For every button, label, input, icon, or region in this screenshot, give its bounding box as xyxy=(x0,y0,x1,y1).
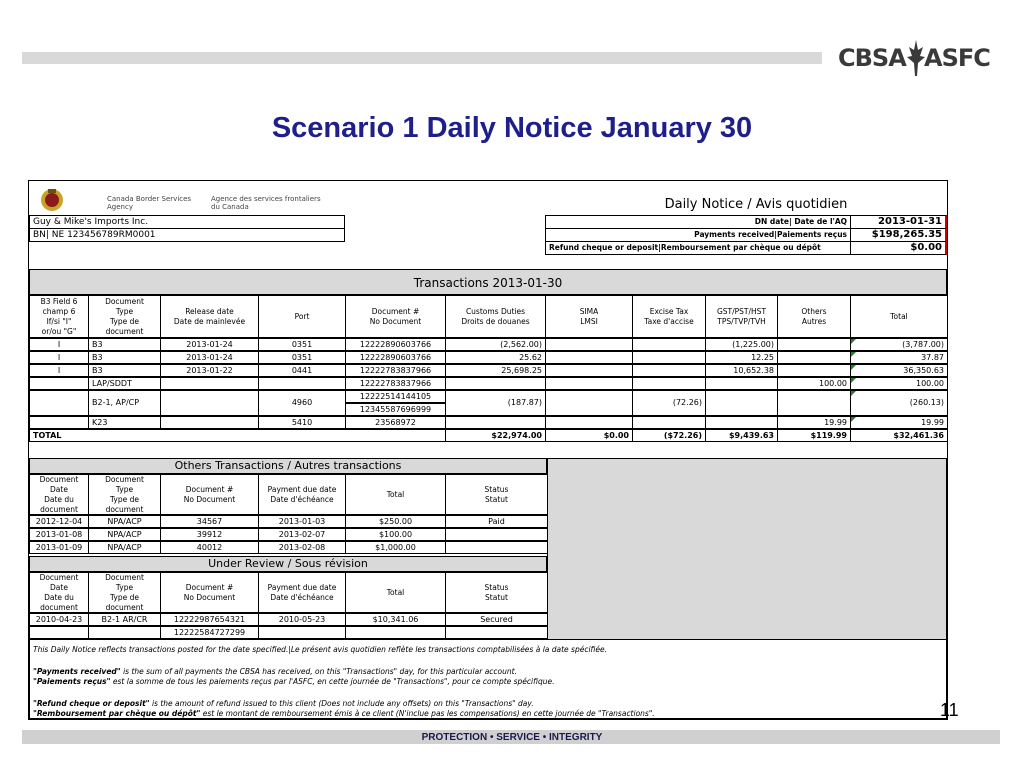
others-cell: 2013-02-07 xyxy=(258,528,346,541)
tx-cell: (72.26) xyxy=(632,390,706,416)
tx-cell xyxy=(545,338,633,351)
tx-cell xyxy=(777,338,851,351)
others-cell: $100.00 xyxy=(345,528,446,541)
tx-cell: 2013-01-22 xyxy=(160,364,259,377)
footer-term-refund-fr: "Remboursement par chèque ou dépôt" xyxy=(33,709,201,718)
tx-total-cell: ($72.26) xyxy=(632,429,706,442)
tx-header-1: Document Type Type de document xyxy=(88,295,161,338)
footer-term-payments-en: "Payments received" xyxy=(33,667,121,676)
review-cell xyxy=(345,626,446,639)
others-cell xyxy=(445,528,548,541)
footer-payments-fr xyxy=(33,677,943,686)
tx-header-6: SIMA LMSI xyxy=(545,295,633,338)
footer-refund-fr xyxy=(33,709,943,718)
review-header-4: Total xyxy=(345,572,446,613)
tx-cell xyxy=(160,390,259,416)
tx-cell: B3 xyxy=(88,338,161,351)
others-header-1: Document Type Type de document xyxy=(88,474,161,515)
tx-cell: K23 xyxy=(88,416,161,429)
others-header-3: Payment due date Date d'échéance xyxy=(258,474,346,515)
tx-cell xyxy=(160,377,259,390)
tx-header-3: Port xyxy=(258,295,346,338)
tx-cell: (260.13) xyxy=(850,390,948,416)
tx-cell: (2,562.00) xyxy=(445,338,546,351)
review-cell xyxy=(29,626,89,639)
cell-marker-icon xyxy=(851,339,856,344)
others-cell: NPA/ACP xyxy=(88,541,161,554)
tx-cell xyxy=(160,416,259,429)
tx-cell xyxy=(777,351,851,364)
notice-title: Daily Notice / Avis quotidien xyxy=(664,197,848,212)
client-bn: BN| NE 123456789RM0001 xyxy=(29,228,345,242)
others-cell xyxy=(445,541,548,554)
tx-cell: 12222890603766 xyxy=(345,338,446,351)
tx-cell: I xyxy=(29,338,89,351)
tx-cell xyxy=(705,416,778,429)
footer-line1: This Daily Notice reflects transactions posted for the date specified.|Le présent avis quotidien reflète les transactions comptabilisées à la date spécifiée. xyxy=(33,645,608,654)
tx-cell xyxy=(777,364,851,377)
dn-date-value: 2013-01-31 xyxy=(850,215,947,229)
review-header-3: Payment due date Date d'échéance xyxy=(258,572,346,613)
tx-header-8: GST/PST/HST TPS/TVP/TVH xyxy=(705,295,778,338)
tx-cell: 12222890603766 xyxy=(345,351,446,364)
footer-text-payments-en: is the sum of all payments the CBSA has received, on this "Transactions" day, for this particular account. xyxy=(120,667,517,676)
others-cell: 2013-01-09 xyxy=(29,541,89,554)
tx-total-cell: $32,461.36 xyxy=(850,429,948,442)
cell-marker-icon xyxy=(851,378,856,383)
footer-text-refund-en: is the amount of refund issued to this client (Does not include any offsets) on this "Transactions" day. xyxy=(149,699,534,708)
others-header-2: Document # No Document xyxy=(160,474,259,515)
tx-header-2: Release date Date de mainlevée xyxy=(160,295,259,338)
tx-cell xyxy=(545,364,633,377)
tx-cell: 23568972 xyxy=(345,416,446,429)
others-title: Others Transactions / Autres transactions xyxy=(29,458,547,474)
tx-cell xyxy=(777,390,851,416)
tx-cell: 12345587696999 xyxy=(345,403,446,416)
others-cell: Paid xyxy=(445,515,548,528)
review-cell xyxy=(258,626,346,639)
tx-cell: 100.00 xyxy=(777,377,851,390)
transactions-title: Transactions 2013-01-30 xyxy=(29,269,947,295)
tx-cell: 2013-01-24 xyxy=(160,351,259,364)
tx-cell: 19.99 xyxy=(777,416,851,429)
others-cell: $250.00 xyxy=(345,515,446,528)
tx-cell: LAP/SDDT xyxy=(88,377,161,390)
cbsa-crest-icon xyxy=(37,187,67,213)
tx-cell: 0351 xyxy=(258,351,346,364)
others-cell: NPA/ACP xyxy=(88,528,161,541)
cell-marker-icon xyxy=(851,352,856,357)
tx-cell xyxy=(29,390,89,416)
tx-header-4: Document # No Document xyxy=(345,295,446,338)
tx-cell xyxy=(632,377,706,390)
tx-cell: 12.25 xyxy=(705,351,778,364)
others-cell: 2013-01-03 xyxy=(258,515,346,528)
review-header-1: Document Type Type de document xyxy=(88,572,161,613)
top-decorative-bar xyxy=(22,52,822,64)
review-cell: B2-1 AR/CR xyxy=(88,613,161,626)
tx-cell xyxy=(445,416,546,429)
cell-marker-icon xyxy=(851,391,856,396)
footer-text-refund-fr: est le montant de remboursement émis à ce client (N'inclue pas les compensations) en cette journée de "Transactions". xyxy=(200,709,655,718)
tx-cell: 100.00 xyxy=(850,377,948,390)
review-cell: Secured xyxy=(445,613,548,626)
footer-text-payments-fr: est la somme de tous les paiements reçus par l'ASFC, en cette journée de "Transactions", pour ce compte spécifique. xyxy=(110,677,555,686)
others-cell: 40012 xyxy=(160,541,259,554)
tx-cell: 12222783837966 xyxy=(345,364,446,377)
footer-refund-en xyxy=(33,699,943,708)
tx-cell: 12222783837966 xyxy=(345,377,446,390)
tx-cell: 12222514144105 xyxy=(345,390,446,403)
tx-cell: B3 xyxy=(88,364,161,377)
cell-marker-icon xyxy=(851,365,856,370)
tx-header-9: Others Autres xyxy=(777,295,851,338)
others-cell: $1,000.00 xyxy=(345,541,446,554)
right-gray-panel xyxy=(547,458,947,640)
tx-cell: B2-1, AP/CP xyxy=(88,390,161,416)
tx-cell: (3,787.00) xyxy=(850,338,948,351)
review-header-5: Status Statut xyxy=(445,572,548,613)
footer-term-payments-fr: "Paiements reçus" xyxy=(33,677,111,686)
payments-label: Payments received|Paiements reçus xyxy=(545,228,851,242)
refund-value: $0.00 xyxy=(850,241,947,255)
maple-leaf-icon xyxy=(906,38,926,78)
others-cell: 2012-12-04 xyxy=(29,515,89,528)
tx-cell xyxy=(632,416,706,429)
tx-cell: 25.62 xyxy=(445,351,546,364)
tx-cell: I xyxy=(29,364,89,377)
others-cell: 34567 xyxy=(160,515,259,528)
others-header-4: Total xyxy=(345,474,446,515)
review-cell: 12222584727299 xyxy=(160,626,259,639)
tx-cell xyxy=(258,377,346,390)
tx-cell: 0351 xyxy=(258,338,346,351)
tx-cell: B3 xyxy=(88,351,161,364)
tx-header-0: B3 Field 6 champ 6 If/si "I" or/ou "G" xyxy=(29,295,89,338)
tx-cell: 0441 xyxy=(258,364,346,377)
review-cell: 12222987654321 xyxy=(160,613,259,626)
tagline: PROTECTION • SERVICE • INTEGRITY xyxy=(421,732,603,743)
cell-marker-icon xyxy=(851,417,856,422)
tx-cell xyxy=(545,390,633,416)
tx-cell xyxy=(545,377,633,390)
tx-cell: 5410 xyxy=(258,416,346,429)
tx-header-7: Excise Tax Taxe d'accise xyxy=(632,295,706,338)
client-name: Guy & Mike's Imports Inc. xyxy=(29,215,345,229)
tx-header-10: Total xyxy=(850,295,948,338)
others-header-5: Status Statut xyxy=(445,474,548,515)
tx-cell xyxy=(545,416,633,429)
review-cell: 2010-04-23 xyxy=(29,613,89,626)
review-cell xyxy=(88,626,161,639)
tx-total-cell: $119.99 xyxy=(777,429,851,442)
tx-total-label: TOTAL xyxy=(29,429,446,442)
tx-cell: 36,350.63 xyxy=(850,364,948,377)
tx-cell: I xyxy=(29,351,89,364)
tx-cell: 19.99 xyxy=(850,416,948,429)
logo-word-right: ASFC xyxy=(924,44,990,72)
tx-cell xyxy=(632,338,706,351)
tx-total-cell: $22,974.00 xyxy=(445,429,546,442)
review-title: Under Review / Sous révision xyxy=(29,556,547,572)
tx-cell: (187.87) xyxy=(445,390,546,416)
tx-cell xyxy=(632,351,706,364)
others-cell: 2013-01-08 xyxy=(29,528,89,541)
tx-total-cell: $0.00 xyxy=(545,429,633,442)
tx-cell xyxy=(705,377,778,390)
dn-date-label: DN date| Date de l'AQ xyxy=(545,215,851,229)
tx-cell xyxy=(545,351,633,364)
tx-cell xyxy=(29,416,89,429)
others-cell: 39912 xyxy=(160,528,259,541)
tx-cell: 2013-01-24 xyxy=(160,338,259,351)
tx-cell xyxy=(445,377,546,390)
review-cell xyxy=(445,626,548,639)
tx-cell: 4960 xyxy=(258,390,346,416)
tx-cell xyxy=(29,377,89,390)
tx-header-5: Customs Duties Droits de douanes xyxy=(445,295,546,338)
tx-cell: 37.87 xyxy=(850,351,948,364)
tx-cell: (1,225.00) xyxy=(705,338,778,351)
page-number: 11 xyxy=(940,700,959,720)
daily-notice-form xyxy=(28,180,948,720)
review-header-0: Document Date Date du document xyxy=(29,572,89,613)
refund-label: Refund cheque or deposit|Remboursement par chèque ou dépôt xyxy=(545,241,851,255)
tx-cell: 25,698.25 xyxy=(445,364,546,377)
payments-value: $198,265.35 xyxy=(850,228,947,242)
review-cell: $10,341.06 xyxy=(345,613,446,626)
tx-cell: 10,652.38 xyxy=(705,364,778,377)
cbsa-logo xyxy=(838,38,988,78)
agency-name-en: Canada Border Services Agency xyxy=(107,195,192,211)
review-cell: 2010-05-23 xyxy=(258,613,346,626)
others-cell: 2013-02-08 xyxy=(258,541,346,554)
review-header-2: Document # No Document xyxy=(160,572,259,613)
others-header-0: Document Date Date du document xyxy=(29,474,89,515)
slide-title: Scenario 1 Daily Notice January 30 xyxy=(271,112,753,144)
others-cell: NPA/ACP xyxy=(88,515,161,528)
agency-name-fr: Agence des services frontaliers du Canada xyxy=(211,195,321,211)
footer-payments-en xyxy=(33,667,943,676)
logo-word-left: CBSA xyxy=(838,44,906,72)
tx-total-cell: $9,439.63 xyxy=(705,429,778,442)
footer-term-refund-en: "Refund cheque or deposit" xyxy=(33,699,150,708)
tx-cell xyxy=(705,390,778,416)
tx-cell xyxy=(632,364,706,377)
